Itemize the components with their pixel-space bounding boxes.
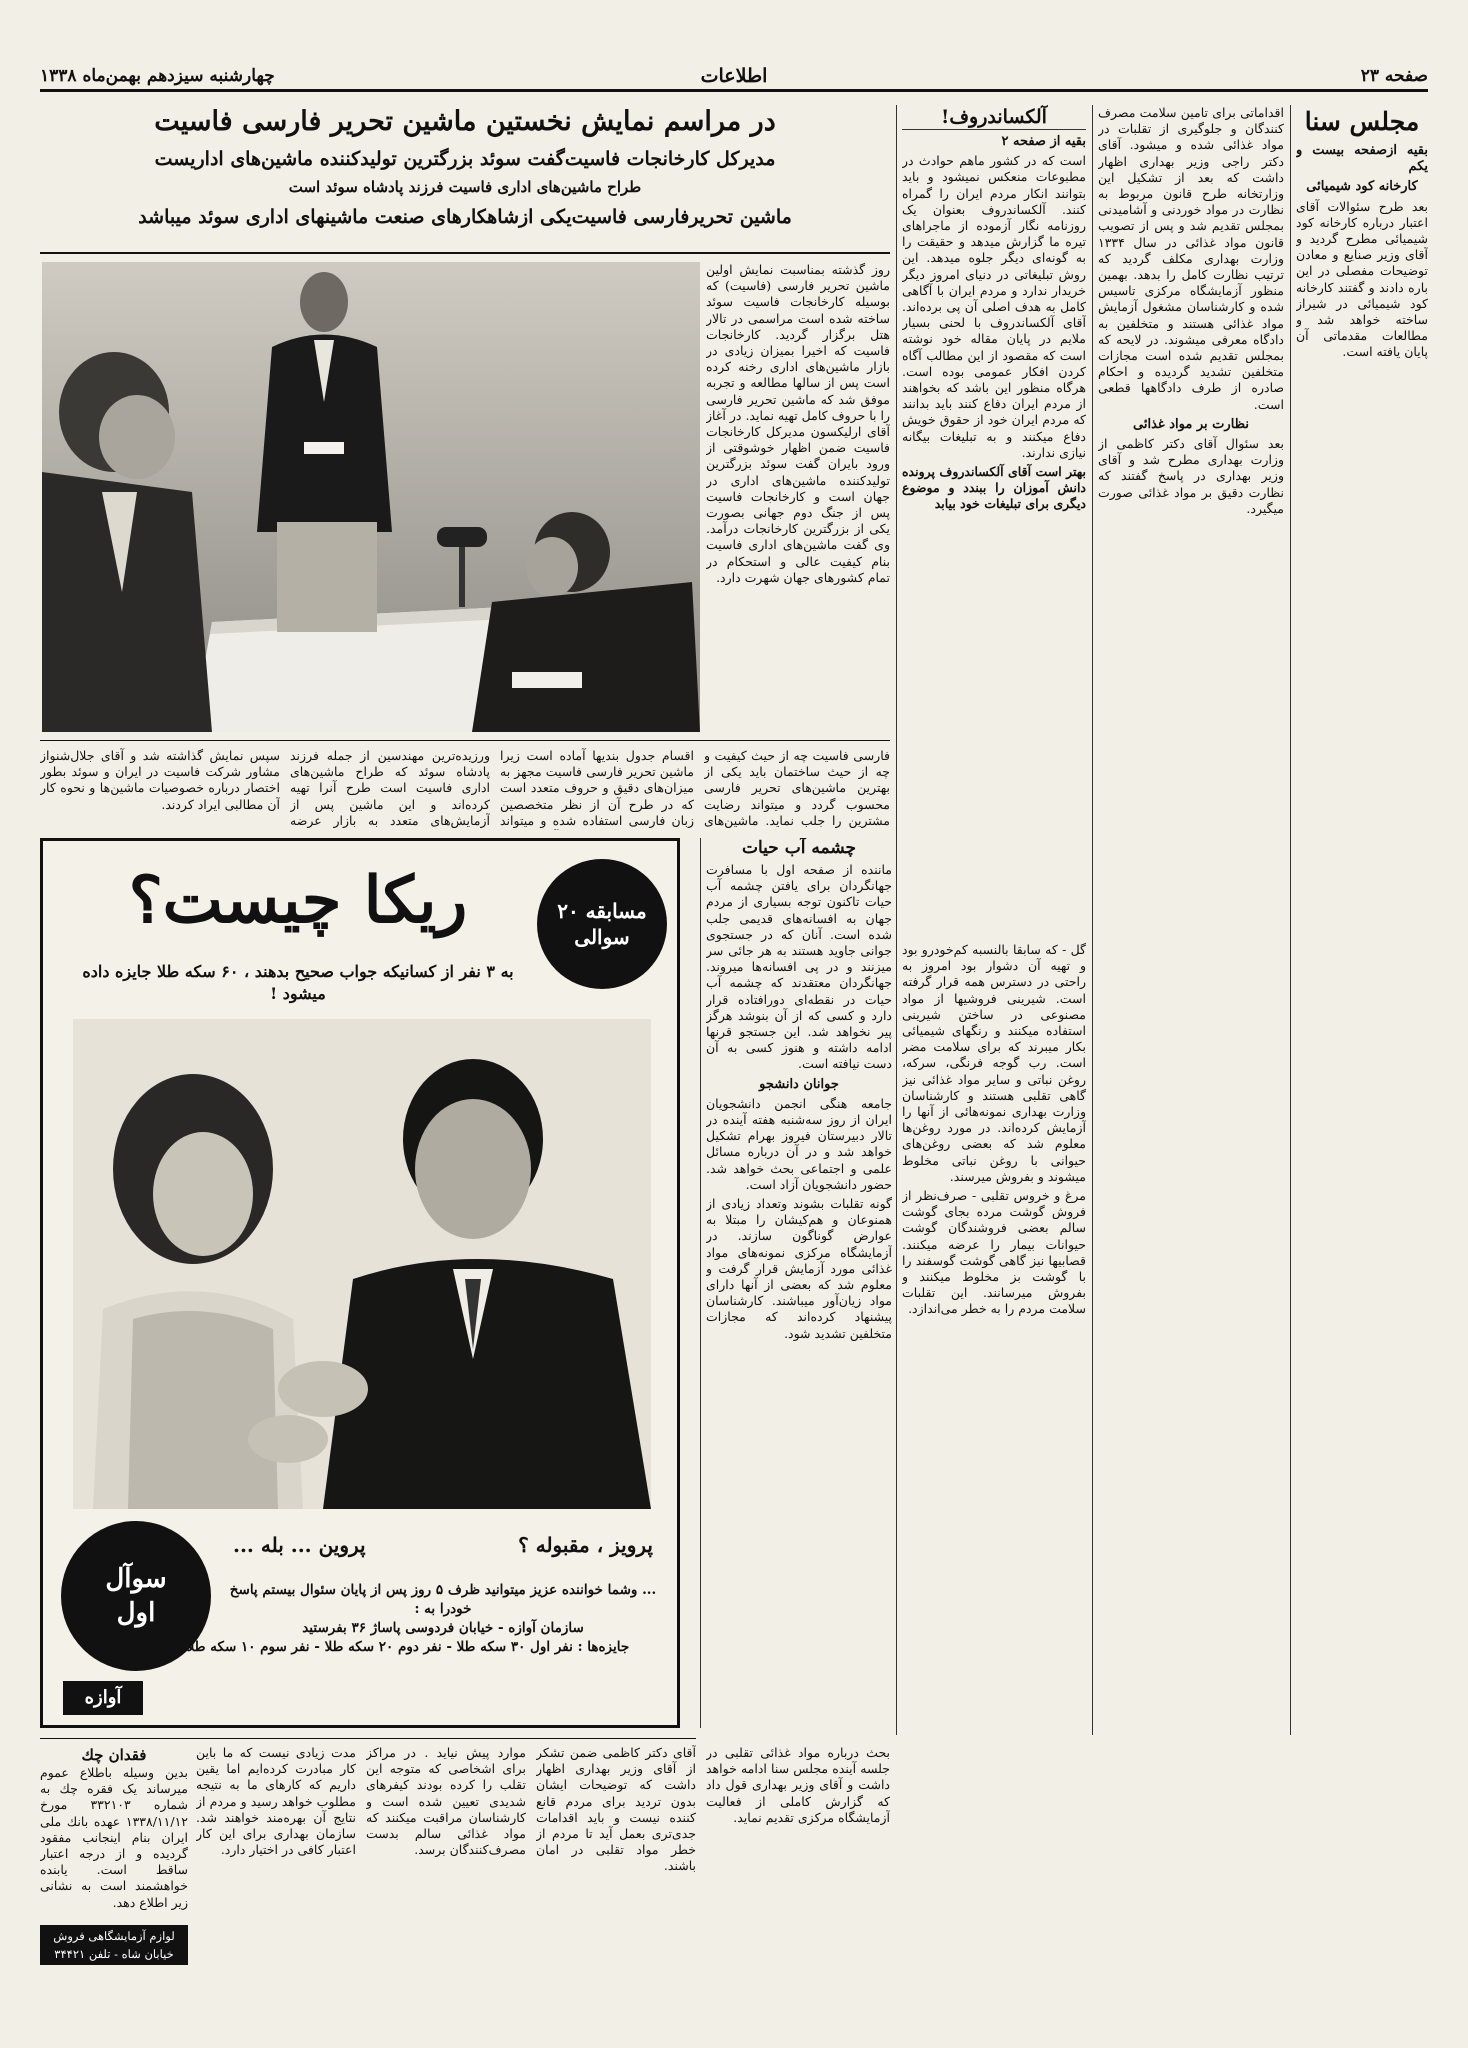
middle-body: ماننده از صفحه اول با مسافرت جهانگردان برای یافتن چشمه آب حیات تاکنون توجه بسیاری از مردم جهان به افسانه‌های قدیمی جلب شده است. آنان که در جستجوی جوانی جاوید هستند به هر جائی سر میزنند و در پی افسانه‌ها میروند. جهانگردان معتقدند که چشمه آب حیات در نقطه‌ای دورافتاده قرار دارد و کسی که از آن بنوشد هرگز پیر نخواهد شد. این جستجو قرنها ادامه داشته و هنوز کسی به آن دست نیافته است.: [706, 862, 892, 1072]
bottom-col-4-text: بحث درباره مواد غذائی تقلبی در جلسه آینده مجلس سنا ادامه خواهد داشت و آقای وزیر بهداری قول داد که گزارش کاملی از فعالیت آزمایشگاه مرکزی تقدیم نماید.: [706, 1745, 890, 1825]
page-number: صفحه ۲۳: [1360, 65, 1428, 86]
top-article-headline-block: [40, 105, 890, 250]
alexandrov-column: [902, 105, 1086, 935]
middle-column: [706, 838, 892, 1728]
ad-prizes: جایزه‌ها : نفر اول ۳۰ سکه طلا - نفر دوم ۲۰ سکه طلا - نفر سوم ۱۰ سکه طلا: [186, 1639, 630, 1655]
bottom-col-4: [706, 1745, 890, 2005]
bottom-col-3: [196, 1745, 356, 2005]
bottom-col-1-text: فارسی فاسیت چه از حیث کیفیت و چه از حیث ساختمان باید یکی از بهترین ماشین‌های تحریر فارسی محسوب گردد و میتواند رضایت مشترین را جلب نماید. ماشین‌های: [704, 748, 890, 828]
majlis-subhead-2: نظارت بر مواد غذائی: [1133, 416, 1249, 432]
middle-subhead: جوانان دانشجو: [759, 1076, 839, 1092]
bottom-col-3-text: مدت زیادی نیست که ما باین کار مبادرت کرده‌ایم اما یقین داریم که کارهای ما به نتیجه مطلوب خواهد رسید و مردم از نتایج آن بهره‌مند خواهند شد. سازمان بهداری برای این کار اعتبار کافی در اختیار دارد.: [196, 1745, 356, 1858]
middle-headline: چشمه آب حیات: [741, 838, 856, 858]
ad-instructions: [223, 1581, 663, 1638]
issue-date: چهارشنبه سیزدهم بهمن‌ماه ۱۳۳۸: [40, 65, 275, 86]
rule-bottom-strip: [40, 1738, 696, 1739]
bottom-col-1-text: آقای دکتر کاظمی ضمن تشکر از آقای وزیر بهداری اظهار داشت که توضیحات ایشان بدون تردید برای مردم قانع کننده نیست و باید اقدامات جدی‌تری بعمل آید تا مردم از خطر مواد تقلبی در امان باشند.: [536, 1745, 696, 1874]
top-article-subhead-1: مدیرکل کارخانجات فاسیت‌گفت سوئد بزرگترین تولیدکننده ماشین‌های اداریست: [154, 148, 776, 170]
bottom-col-2-text: اقسام جدول بندیها آماده است زیرا ماشین تحریر فارسی فاسیت مجهز به میزان‌های دقیق و حروف متعدد است که در طرح آن از نظر متخصصین زبان فارسی استفاده شده و میتواند: [500, 748, 694, 828]
middle-body-3: گونه تقلبات بشوند وتعداد زیادی از همنوعان و هم‌کیشان را مبتلا به عوارض گوناگون سازند. در آزمایشگاه مرکزی نمونه‌های مواد غذائی مورد آزمایش قرار گرفت و معلوم شد که بعضی از آنها دارای مواد زیان‌آور میباشند. کارشناسان پیشنهاد کرده‌اند که مجازات متخلفین تشدید شود.: [706, 1196, 892, 1341]
top-article-subhead-2: طراح ماشین‌های اداری فاسیت فرزند پادشاه سوئد است: [288, 178, 642, 196]
ad-instructions-2: سازمان آوازه - خیابان فردوسی پاساژ ۳۶ بفرستید: [302, 1620, 584, 1636]
paper-name: اطلاعات: [700, 64, 768, 87]
majlis-headline: مجلس سنا: [1304, 107, 1420, 136]
top-article-bottom-col-4: [40, 748, 280, 830]
ad-dialog-a: پرویز ، مقبوله ؟: [518, 1533, 653, 1557]
lost-cheque-heading: فقدان چك: [81, 1746, 147, 1764]
top-article-body: [706, 262, 890, 732]
rika-contest-ad: [40, 838, 680, 1728]
top-article-body-text: روز گذشته بمناسبت نمایش اولین ماشین تحریر فارسی (فاسیت) که بوسیله کارخانجات فاسیت سوئد ساخته شده است مراسمی در تالار هتل برگزار گردید. کارخانجات فاسیت که اخیرا بمیزان زیادی در بازار ماشین‌های اداری رخنه کرده است پس از سالها مطالعه و تجربه موفق شد که ماشین تحریر فارسی را با حروف کامل تهیه نماید. در آغاز آقای ارلیکسون مدیرکل کارخانجات فاسیت ضمن اظهار خوشوقتی از ورود بایران گفت سوئد بزرگترین تولیدکننده ماشین‌های اداری در جهان است و کارخانجات فاسیت پس از جنگ دوم جهانی بصورت یکی از بزرگترین کارخانجات درآمد. وی گفت ماشین‌های اداری فاسیت بنام کیفیت عالی و استحکام در تمام کشورهای جهان شهرت دارد.: [706, 262, 890, 585]
small-ad-box: لوازم آزمایشگاهی فروش خیابان شاه - تلفن ۳۴۴۲۱: [40, 1925, 188, 1965]
top-article-subhead-3: ماشین تحریرفارسی فاسیت‌یکی ازشاهکارهای صنعت ماشینهای اداری سوئد میباشد: [138, 206, 792, 228]
alexandrov-body: است که در کشور ماهم حوادث در مطبوعات منعکس نمیشود و باید بتوانند انکار مردم ایران را گمراه کنند. آلکساندروف بعنوان یک روزنامه نگار آزموده از ماجراهای تیره ما گزارش میدهد و حقیقت را به گونه‌ای دیگر جلوه میدهد. این روش تبلیغاتی در دنیای امروز دیگر خریدار ندارد و مردم ایران با آگاهی کامل به هدف اصلی آن پی برده‌اند. آقای آلکساندروف با لحنی بسیار ملایم در پایان مقاله خود نوشته است که مقصود از این مطالب آگاه کردن افکار عمومی بوده است. هرگاه منظور این باشد که بخواهند از مردم ایران دفاع کنند باید بدانند که مردم ایران خود از حقوق خویش دفاع میکنند و به تبلیغات بیگانه نیازی ندارند.: [902, 153, 1086, 460]
majlis-continued: بقیه ازصفحه بیست و یکم: [1296, 143, 1428, 175]
top-article-headline: در مراسم نمایش نخستین ماشین تحریر فارسی فاسیت: [154, 106, 776, 137]
ad-logo: آوازه: [63, 1681, 143, 1715]
right-lower-left-column: [902, 942, 1086, 1732]
ad-tagline: به ۳ نفر از کسانیکه جواب صحیح بدهند ، ۶۰ سکه طلا جایزه داده میشود !: [82, 962, 514, 1003]
majlis-subhead-1: کارخانه کود شیمیائی: [1306, 179, 1418, 195]
ad-title: ریکا چیست؟: [128, 863, 468, 938]
bottom-col-3-text: ورزیده‌ترین مهندسین از جمله فرزند پادشاه سوئد که طراح ماشین‌های اداری فاسیت است طرح آنرا تهیه کرده‌اند و این ماشین پس از آزمایش‌های متعدد به بازار عرضه: [290, 748, 490, 828]
top-article-bottom-col-2: [500, 748, 694, 830]
rule-left-of-majlis-right: [1290, 105, 1291, 1735]
question-badge-text: سوآل اول: [105, 1564, 167, 1628]
ad-instructions-1: ... وشما خواننده عزیز میتوانید ظرف ۵ روز پس از پایان سئوال بیستم پاسخ خودرا به :: [229, 1582, 657, 1617]
right-lower-body-2: مرغ و خروس تقلبی - صرف‌نظر از فروش گوشت مرده بجای گوشت سالم بعضی فروشندگان گوشت حیوانات بیمار را عرضه میکنند. قصابیها نیز گاهی گوشت گوسفند را با گوشت بز مخلوط میکنند و بفروش میرسانند. این تقلبات سلامت مردم را به خطر می‌اندازد.: [902, 1188, 1086, 1317]
alexandrov-continued: بقیه از صفحه ۲: [1001, 134, 1086, 149]
rule-left-of-alexandrov: [896, 105, 897, 1735]
lost-cheque-notice: [40, 1745, 188, 1915]
bottom-col-4-text: سپس نمایش گذاشته شد و آقای جلال‌شنواز مشاور شرکت فاسیت در ایران و سوئد بطور اختصار درباره خصوصیات ماشین‌ها و نحوه کار آن مطالبی ایراد کردند.: [40, 748, 280, 812]
rule-under-headline: [40, 252, 890, 254]
typewriter-event-photo: [42, 262, 700, 732]
majlis-body-2: بعد طرح سئوالات آقای اعتبار درباره کارخانه کود شیمیائی مطرح گردید و آقای وزیر صنایع و معادن توضیحات مفصلی در این باره دادند و گفتند کارخانه کود شیمیائی در شیراز ساخته خواهد شد و مطالعات مقدماتی آن پایان یافته است.: [1296, 198, 1428, 360]
rule-left-of-majlis: [1092, 105, 1093, 1735]
ad-dialog-b: پروین ... بله ...: [233, 1533, 366, 1557]
ad-couple-photo: [73, 1019, 651, 1509]
right-lower-body: گل - که سابقا بالنسبه کم‌خودرو بود و تهیه آن دشوار بود امروز به راحتی در دسترس همه قرار گرفته است. شیرینی فروشیها از مواد مصنوعی در ساختن شیرینی استفاده میکنند و رنگهای شیمیائی بکار میبرند که برای سلامت مضر است. رب گوجه فرنگی، سرکه، روغن نباتی و سایر مواد غذائی نیز گاهی تقلبی هستند و کارشناسان وزارت بهداری نمونه‌هائی از آنها را آزمایش کرده‌اند. در مورد روغن‌ها معلوم شد که بعضی روغن‌های حیوانی با روغن نباتی مخلوط میشوند و بفروش میرسند.: [902, 942, 1086, 1184]
majlis-column-left: [1098, 105, 1284, 1735]
alexandrov-closing: بهتر است آقای آلکساندروف پرونده دانش آموزان را ببندد و موضوع دیگری برای تبلیغات خود بیابد: [902, 464, 1086, 512]
lost-cheque-body: بدین وسیله باطلاع عموم میرساند یک فقره چك به شماره ۳۳۲۱۰۳ مورخ ۱۳۳۸/۱۱/۱۲ عهده بانك ملی ایران بنام اینجانب مفقود گردیده و از درجه اعتبار ساقط است. یابنده خواهشمند است به نشانی زیر اطلاع دهد.: [40, 1765, 188, 1910]
event-photo-image: [42, 262, 700, 732]
majlis-column-right: [1296, 105, 1428, 1735]
rule-middle: [700, 838, 701, 1728]
middle-body-2: جامعه هنگی انجمن دانشجویان ایران از روز سه‌شنبه هفته آینده در تالار دبیرستان فیروز بهرام تشکیل خواهد شد و در آن درباره مسائل علمی و اجتماعی بحث خواهد شد. حضور دانشجویان آزاد است.: [706, 1095, 892, 1192]
bottom-col-1: [536, 1745, 696, 2005]
contest-badge: [537, 859, 667, 989]
rule-under-photo: [40, 740, 890, 741]
masthead: [40, 62, 1428, 92]
majlis-body-3: بعد سئوال آقای دکتر کاظمی از وزارت بهداری مطرح شد و آقای وزیر بهداری در پاسخ گفتند که نظارت دقیق بر مواد غذائی صورت میگیرد.: [1098, 436, 1284, 516]
majlis-body-cont: اقداماتی برای تامین سلامت مصرف کنندگان و جلوگیری از تقلبات در مواد غذائی شده و میشود. آقای دکتر راجی وزیر بهداری اظهار داشت که بعد از تشکیل این وزارتخانه طرح قانون مربوط به نظارت در مواد خوردنی و آشامیدنی بمجلس تقدیم شد و پس از تصویب قانون مواد غذائی در سال ۱۳۳۴ وزارت بهداری مکلف گردید که ترتیب نظارت کامل را بدهد. بهمین منظور آزمایشگاه مرکزی تاسیس شده و کارشناسان مشغول آزمایش مواد غذائی هستند و متخلفین به دادگاه معرفی میشوند. در لایحه که بمجلس تقدیم شده است مجازات متخلفین تشدید گردیده و احکام صادره از طرف دادگاهها قطعی است.: [1098, 105, 1284, 412]
ad-dialog: [233, 1533, 653, 1557]
bottom-col-2: [366, 1745, 526, 2005]
alexandrov-headline: آلکساندروف!: [902, 105, 1086, 130]
top-article-bottom-col-1: [704, 748, 890, 830]
bottom-col-2-text: موارد پیش نیاید . در مراکز برای اشخاصی که متوجه این تقلب را کرده بودند کیفرهای شدیدی تعیین شده است و کارشناسان مراقبت میکنند که مواد غذائی سالم بدست مصرف‌کنندگان برسد.: [366, 1745, 526, 1858]
top-article-bottom-col-3: [290, 748, 490, 830]
contest-badge-text: مسابقه ۲۰ سوالی: [557, 899, 647, 949]
